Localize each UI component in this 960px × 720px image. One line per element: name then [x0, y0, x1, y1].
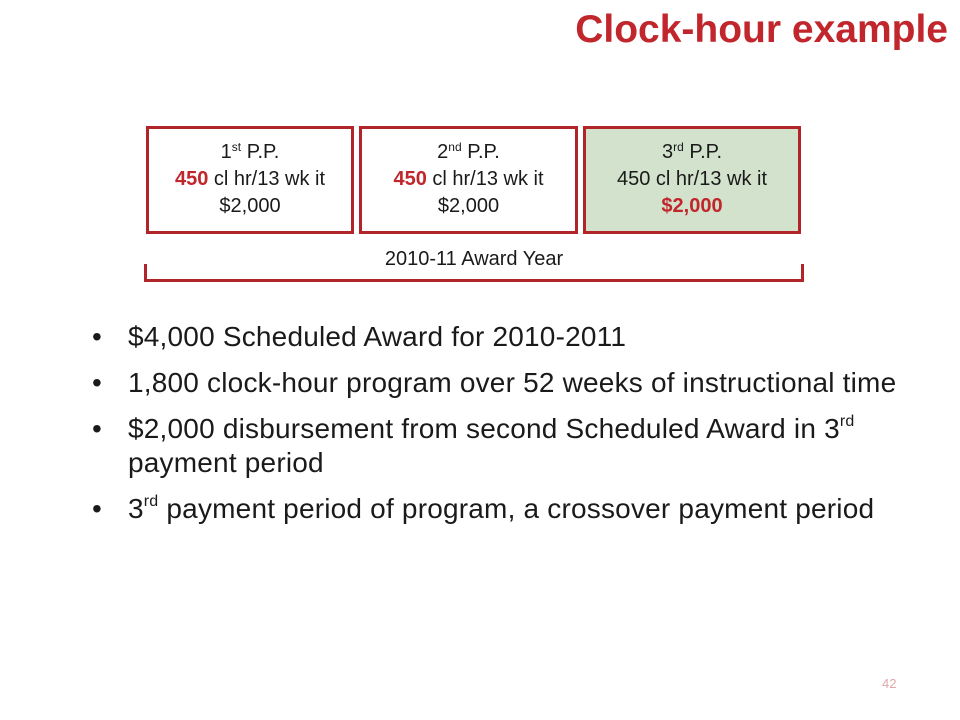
payment-period-1-hours: 450 cl hr/13 wk it — [174, 168, 326, 190]
award-year-label: 2010-11 Award Year — [384, 248, 564, 270]
bullet-dot-icon: • — [92, 367, 103, 398]
bullet-item — [88, 492, 908, 526]
bullet-item — [88, 412, 908, 480]
bullet-dot-icon: • — [92, 321, 103, 352]
payment-period-box-1 — [146, 126, 354, 234]
payment-period-box-2 — [359, 126, 578, 234]
payment-period-box-3 — [583, 126, 801, 234]
payment-period-1-amount: $2,000 — [219, 195, 281, 217]
payment-period-2-amount: $2,000 — [437, 195, 500, 217]
bullet-item — [88, 320, 908, 354]
award-year-bracket — [144, 264, 804, 282]
bullet-text: $4,000 Scheduled Award for 2010-2011 — [128, 321, 627, 352]
page-number: 42 — [882, 676, 897, 691]
bullet-item — [88, 366, 908, 400]
payment-period-1-heading: 1st P.P. — [220, 140, 280, 163]
bullet-text: 1,800 clock-hour program over 52 weeks of instructional time — [128, 367, 897, 398]
payment-period-2-heading: 2nd P.P. — [437, 140, 500, 163]
slide-title: Clock-hour example — [575, 8, 948, 51]
bullet-dot-icon: • — [92, 413, 103, 444]
payment-period-2-hours: 450 cl hr/13 wk it — [393, 168, 544, 190]
bullet-text: 3rd payment period of program, a crossover payment period — [128, 493, 875, 524]
payment-period-3-hours: 450 cl hr/13 wk it — [616, 168, 768, 190]
payment-period-3-amount: $2,000 — [661, 195, 723, 217]
bullet-text: $2,000 disbursement from second Scheduled Award in 3rd payment period — [128, 413, 855, 478]
payment-period-3-heading: 3rd P.P. — [662, 140, 722, 163]
bullet-list — [88, 320, 908, 538]
bullet-dot-icon: • — [92, 493, 103, 524]
